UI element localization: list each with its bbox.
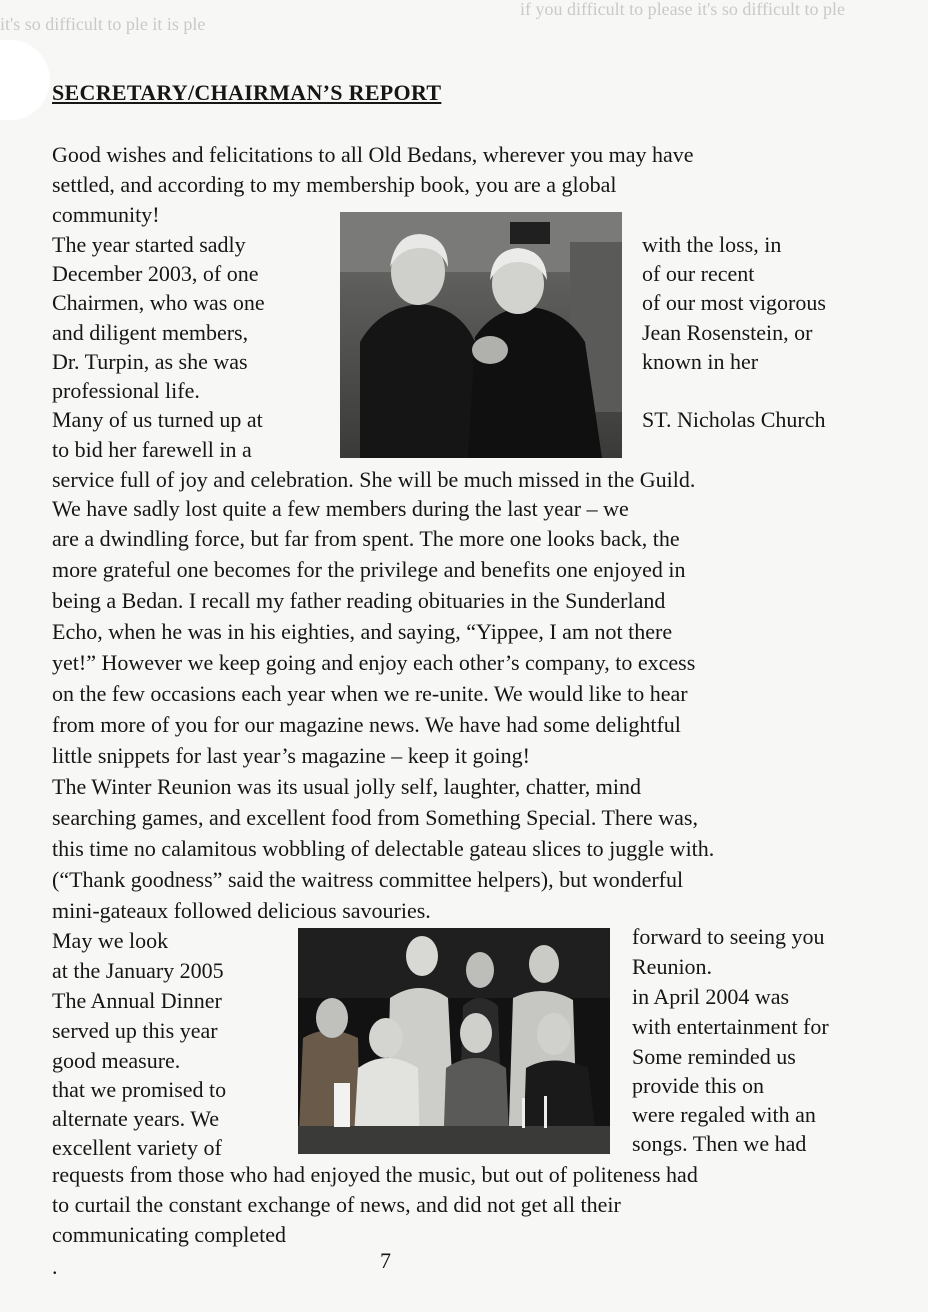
photo-two-women: [340, 212, 622, 458]
body-line: The Winter Reunion was its usual jolly self, laughter, chatter, mind: [52, 774, 641, 799]
right-text-line: of our most vigorous: [642, 290, 826, 315]
body-line: (“Thank goodness” said the waitress committee helpers), but wonderful: [52, 867, 684, 892]
right-text-line: known in her: [642, 349, 759, 374]
report-heading: SECRETARY/CHAIRMAN’S REPORT: [52, 80, 442, 105]
bleed-through-text: if you difficult to please it's so difficult to ple: [520, 0, 846, 19]
body-line: Echo, when he was in his eighties, and saying, “Yippee, I am not there: [52, 619, 673, 644]
body-line: We have sadly lost quite a few members during the last year – we: [52, 496, 629, 521]
body-line: communicating completed: [52, 1222, 286, 1247]
left-text-line: The year started sadly: [52, 232, 246, 257]
right-text-line: Some reminded us: [632, 1044, 796, 1069]
right-text-line: forward to seeing you: [632, 924, 825, 949]
left-text-line: The Annual Dinner: [52, 988, 222, 1013]
right-text-line: of our recent: [642, 261, 755, 286]
photo-two-women-image: [340, 212, 622, 458]
body-line: this time no calamitous wobbling of delectable gateau slices to juggle with.: [52, 836, 715, 861]
right-text-line: with entertainment for: [632, 1014, 829, 1039]
intro-line: Good wishes and felicitations to all Old Bedans, wherever you may have: [52, 142, 694, 167]
left-text-line: and diligent members,: [52, 320, 249, 345]
photo-group-dinner: [298, 928, 610, 1154]
left-text-line: December 2003, of one: [52, 261, 259, 286]
left-text-line: alternate years. We: [52, 1106, 220, 1131]
body-line: mini-gateaux followed delicious savouries.: [52, 898, 431, 923]
body-line: being a Bedan. I recall my father reading obituaries in the Sunderland: [52, 588, 666, 613]
left-text-line: Dr. Turpin, as she was: [52, 349, 248, 374]
left-text-line: excellent variety of: [52, 1135, 222, 1160]
right-text-line: were regaled with an: [632, 1102, 816, 1127]
right-text-line: with the loss, in: [642, 232, 782, 257]
intro-line: settled, and according to my membership book, you are a global: [52, 172, 617, 197]
bleed-through-text-2: it's so difficult to ple it is ple: [0, 14, 206, 34]
body-line: yet!” However we keep going and enjoy each other’s company, to excess: [52, 650, 696, 675]
left-text-line: that we promised to: [52, 1077, 227, 1102]
body-line: searching games, and excellent food from Something Special. There was,: [52, 805, 698, 830]
page-curl: [0, 40, 50, 120]
right-text-line: ST. Nicholas Church: [642, 407, 826, 432]
left-text-line: served up this year: [52, 1018, 218, 1043]
body-line: on the few occasions each year when we re-unite. We would like to hear: [52, 681, 688, 706]
page-number: 7: [380, 1248, 391, 1273]
left-text-line: Chairmen, who was one: [52, 290, 265, 315]
left-text-line: good measure.: [52, 1048, 181, 1073]
stray-dot: .: [52, 1254, 58, 1279]
right-text-line: provide this on: [632, 1073, 764, 1098]
body-line: from more of you for our magazine news. We have had some delightful: [52, 712, 681, 737]
body-line: more grateful one becomes for the privilege and benefits one enjoyed in: [52, 557, 686, 582]
body-line: are a dwindling force, but far from spent. The more one looks back, the: [52, 526, 680, 551]
body-line: to curtail the constant exchange of news, and did not get all their: [52, 1192, 621, 1217]
left-text-line: May we look: [52, 928, 169, 953]
right-text-line: Jean Rosenstein, or: [642, 320, 813, 345]
photo-group-dinner-image: [298, 928, 610, 1154]
left-text-line: to bid her farewell in a: [52, 437, 252, 462]
body-line: little snippets for last year’s magazine – keep it going!: [52, 743, 530, 768]
right-text-line: Reunion.: [632, 954, 713, 979]
right-text-line: songs. Then we had: [632, 1131, 807, 1156]
right-text-line: in April 2004 was: [632, 984, 790, 1009]
left-text-line: professional life.: [52, 378, 200, 403]
body-line: requests from those who had enjoyed the music, but out of politeness had: [52, 1162, 698, 1187]
left-text-line: Many of us turned up at: [52, 407, 263, 432]
intro-line: community!: [52, 202, 160, 227]
body-line: service full of joy and celebration. She will be much missed in the Guild.: [52, 467, 696, 492]
left-text-line: at the January 2005: [52, 958, 224, 983]
